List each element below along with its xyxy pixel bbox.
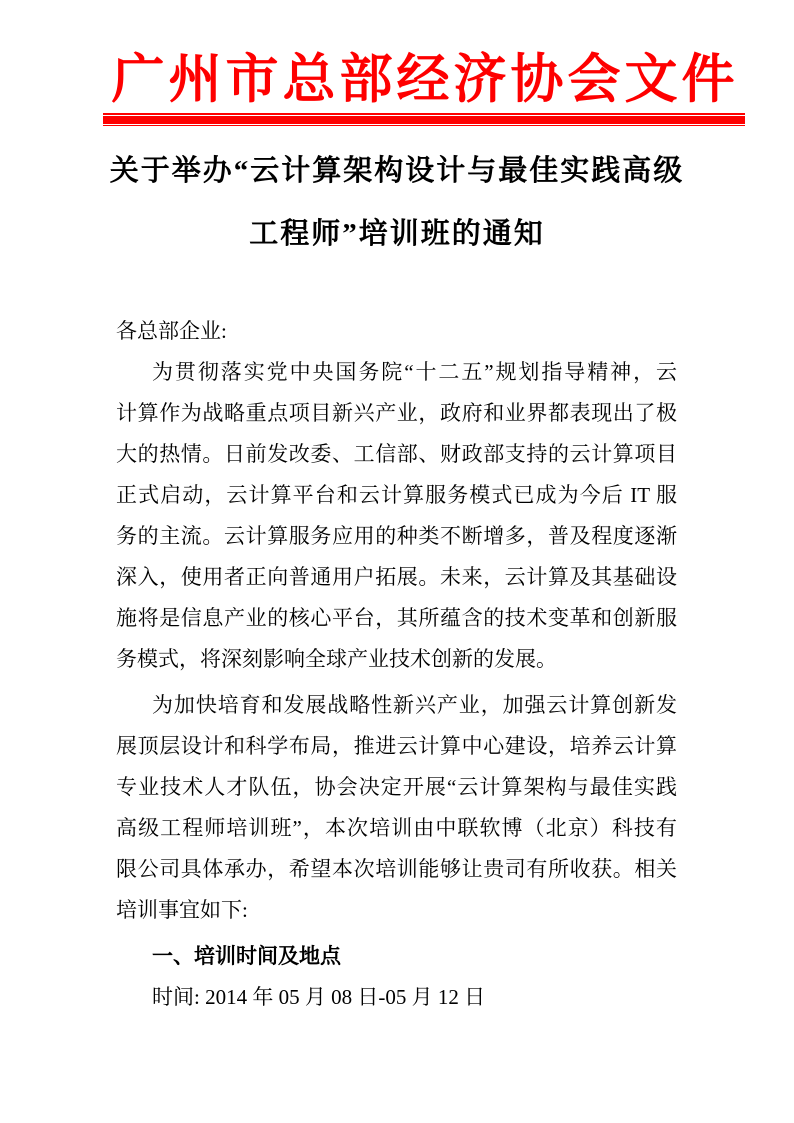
divider-thin-top-rule (103, 113, 745, 115)
header-divider (103, 113, 745, 126)
divider-thick-rule (103, 116, 745, 124)
document-title-line-1: 关于举办“云计算架构设计与最佳实践高级 (109, 155, 685, 187)
paragraph-2-line-3: 专业技术人才队伍，协会决定开展“云计算架构与最佳实践 (116, 775, 677, 799)
paragraph-2-line-5: 限公司具体承办，希望本次培训能够让贵司有所收获。相关 (116, 857, 677, 881)
document-body (116, 311, 677, 1018)
paragraph-1-line-7: 施将是信息产业的核心平台，其所蕴含的技术变革和创新服 (116, 606, 677, 630)
document-title (0, 140, 794, 266)
org-header-title: 广州市总部经济协会文件 (111, 51, 739, 109)
divider-thin-bottom-rule (103, 125, 745, 126)
paragraph-2-line-6: 培训事宜如下: (116, 898, 248, 922)
paragraph-1-line-8: 务模式，将深刻影响全球产业技术创新的发展。 (116, 647, 557, 671)
paragraph-1-line-2: 计算作为战略重点项目新兴产业，政府和业界都表现出了极 (116, 401, 677, 425)
paragraph-1-line-1: 为贯彻落实党中央国务院“十二五”规划指导精神，云 (152, 360, 677, 384)
paragraph-1-line-6: 深入，使用者正向普通用户拓展。未来，云计算及其基础设 (116, 565, 677, 589)
section-heading-training-time-location: 一、培训时间及地点 (152, 944, 341, 968)
paragraph-1-line-5: 务的主流。云计算服务应用的种类不断增多，普及程度逐渐 (116, 524, 677, 548)
document-title-line-2: 工程师”培训班的通知 (249, 218, 545, 250)
paragraph-2-line-1: 为加快培育和发展战略性新兴产业，加强云计算创新发 (152, 693, 677, 717)
paragraph-1-line-4: 正式启动，云计算平台和云计算服务模式已成为今后 IT 服 (116, 483, 677, 507)
paragraph-2-line-2: 展顶层设计和科学布局，推进云计算中心建设，培养云计算 (116, 734, 677, 758)
paragraph-2-line-4: 高级工程师培训班”，本次培训由中联软博（北京）科技有 (116, 816, 677, 840)
paragraph-1-line-3: 大的热情。日前发改委、工信部、财政部支持的云计算项目 (116, 442, 677, 466)
salutation: 各总部企业: (116, 319, 227, 343)
training-time-line: 时间: 2014 年 05 月 08 日-05 月 12 日 (152, 985, 486, 1009)
